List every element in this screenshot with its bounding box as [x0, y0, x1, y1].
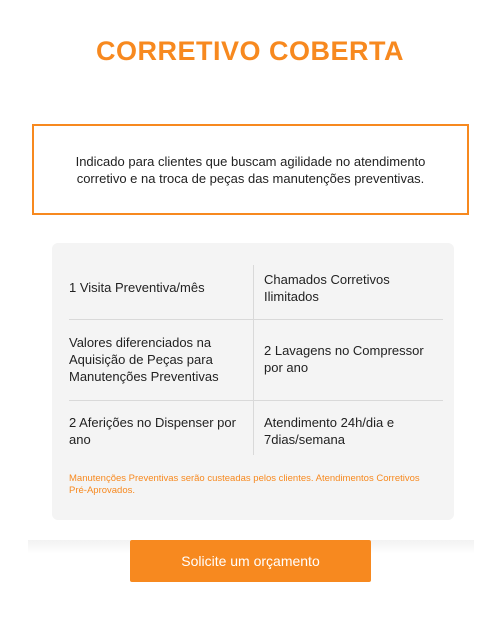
page-title: CORRETIVO COBERTA [95, 36, 404, 66]
description-text: Indicado para clientes que buscam agilidade no atendimento corretivo e na troca de peças das manutenções preventivas. [75, 153, 426, 186]
description-box [32, 124, 469, 215]
feature-item: Valores diferenciados na Aquisição de Peças para Manutenções Preventivas [69, 334, 219, 384]
feature-item: 2 Aferições no Dispenser por ano [69, 414, 236, 447]
divider [69, 400, 443, 401]
divider [69, 319, 443, 320]
footnote: Manutenções Preventivas serão custeadas pelos clientes. Atendimentos Corretivos Pré-Aprovados. [69, 473, 420, 496]
request-quote-button[interactable]: Solicite um orçamento [130, 540, 371, 582]
feature-item: Atendimento 24h/dia e 7dias/semana [264, 414, 395, 447]
feature-item: Chamados Corretivos Ilimitados [264, 271, 390, 304]
feature-item: 1 Visita Preventiva/mês [69, 280, 205, 295]
column-divider [253, 265, 254, 455]
features-card [52, 243, 454, 520]
feature-item: 2 Lavagens no Compressor por ano [264, 343, 424, 375]
